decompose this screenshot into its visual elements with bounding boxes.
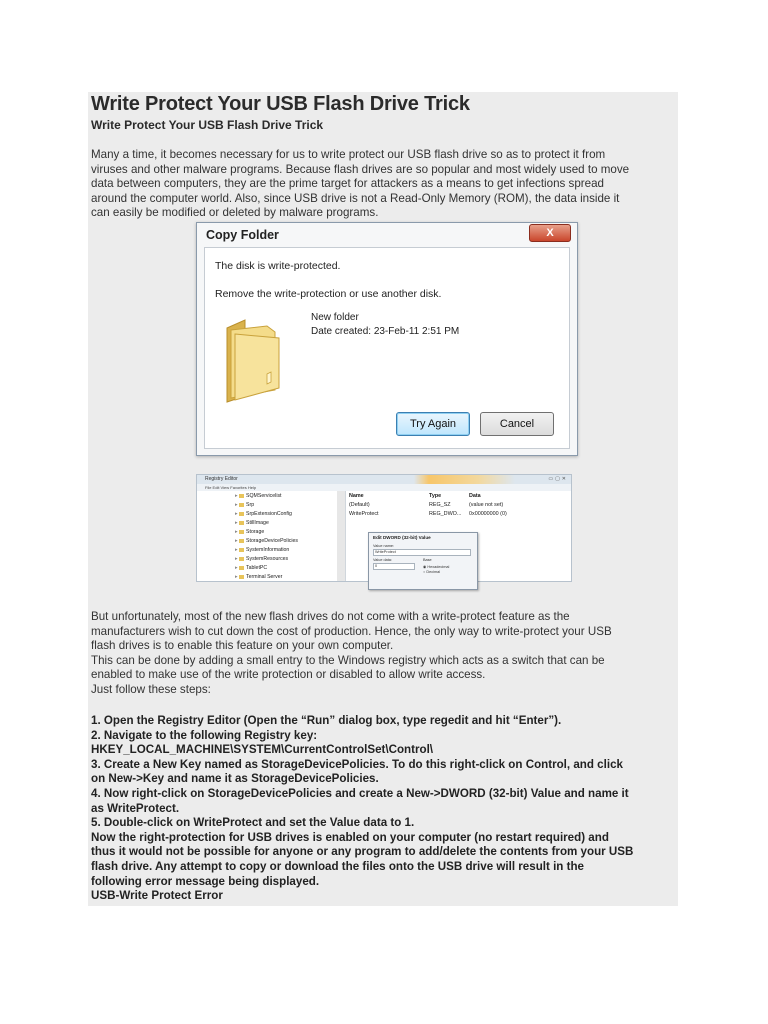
page-title: Write Protect Your USB Flash Drive Trick [91,93,470,115]
body-line: flash drives is to enable this feature on your own computer. [91,639,394,653]
step-line: Now the right-protection for USB drives is enabled on your computer (no restart required) and [91,830,609,844]
registry-tree [197,491,346,581]
dialog-message: The disk is write-protected. [215,260,341,272]
tree-scrollbar[interactable] [337,491,345,581]
folder-icon [239,566,244,570]
body-line: But unfortunately, most of the new flash drives do not come with a write-protect feature as the [91,610,570,623]
page-subtitle: Write Protect Your USB Flash Drive Trick [91,118,324,132]
value-name-field[interactable]: WriteProtect [373,549,471,556]
folder-icon [239,575,244,579]
folder-icon [239,494,244,498]
step-line: 1. Open the Registry Editor (Open the “Run” dialog box, type regedit and hit “Enter”). [91,714,562,727]
value-data-label: Value data: [373,558,392,562]
body-paragraph [91,610,677,698]
intro-line: around the computer world. Also, since USB drive is not a Read-Only Memory (ROM), the data inside it [91,191,620,205]
folder-icon [239,539,244,543]
step-line: 3. Create a New Key named as StorageDevicePolicies. To do this right-click on Control, and click [91,757,623,771]
value-type: REG_DWO... [429,511,462,517]
registry-title: Registry Editor [197,475,571,484]
step-line: 4. Now right-click on StorageDevicePolicies and create a New->DWORD (32-bit) Value and name it [91,786,629,800]
value-name[interactable]: (Default) [349,502,370,508]
registry-menu: File Edit View Favorites Help [197,484,571,491]
decimal-radio[interactable]: ○ Decimal [423,570,441,574]
tree-item[interactable]: ▸ StorageDevicePolicies [235,538,298,544]
step-line: on New->Key and name it as StorageDevicePolicies. [91,772,379,786]
value-name[interactable]: WriteProtect [349,511,379,517]
value-data-field[interactable]: 0 [373,563,415,570]
value-type: REG_SZ [429,502,451,508]
tree-item[interactable]: ▸ SystemInformation [235,547,289,553]
dialog-message: Remove the write-protection or use another disk. [215,288,442,300]
tree-item[interactable]: ▸ SystemResources [235,556,288,562]
cancel-button[interactable]: Cancel [480,412,554,436]
folder-icon [239,512,244,516]
try-again-button[interactable]: Try Again [396,412,470,436]
intro-line: data between computers, they are the prime target for attackers as a means to get infections spread [91,177,604,191]
step-line: flash drive. Any attempt to copy or download the files onto the USB drive will result in the [91,859,585,873]
folder-icon [221,318,283,404]
folder-name: New folder [311,312,359,323]
folder-date: Date created: 23-Feb-11 2:51 PM [311,326,460,337]
intro-paragraph [91,148,677,221]
folder-icon [239,521,244,525]
tree-item[interactable]: ▸ Srp [235,502,254,508]
hex-radio[interactable]: ◉ Hexadecimal [423,565,450,569]
step-line: following error message being displayed. [91,874,320,888]
value-name-label: Value name: [373,544,395,548]
body-line: This can be done by adding a small entry to the Windows registry which acts as a switch that can be [91,653,605,667]
intro-line: Many a time, it becomes necessary for us to write protect our USB flash drive so as to protect it from [91,148,606,161]
intro-line: can easily be modified or deleted by malware programs. [91,206,379,220]
registry-key-path: HKEY_LOCAL_MACHINE\SYSTEM\CurrentControlSet\Control\ [91,743,434,757]
value-data: 0x00000000 (0) [469,511,507,517]
copy-folder-dialog [196,222,578,456]
tree-item[interactable]: ▸ StillImage [235,520,269,526]
tree-item[interactable]: ▸ TabletPC [235,565,267,571]
tree-item[interactable]: ▸ SrpExtensionConfig [235,511,292,517]
value-data: (value not set) [469,502,504,508]
body-line: Just follow these steps: [91,682,211,696]
steps-list [91,714,679,904]
column-header[interactable]: Data [469,493,481,499]
step-line: thus it would not be possible for anyone or any program to add/delete the contents from your USB [91,845,634,859]
folder-icon [239,557,244,561]
tree-item[interactable]: ▸ Terminal Server [235,574,282,580]
step-line: 5. Double-click on WriteProtect and set the Value data to 1. [91,816,415,830]
folder-icon [239,530,244,534]
tree-item[interactable]: ▸ Storage [235,529,264,535]
window-controls-icon: ▭▢✕ [548,476,568,482]
dialog-title: Copy Folder [206,228,279,242]
dialog-content [204,247,570,449]
body-line: manufacturers wish to cut down the cost of production. Hence, the only way to write-protect your USB [91,624,612,638]
edit-dialog-title: Edit DWORD (32-bit) Value [373,535,431,540]
step-line: 2. Navigate to the following Registry key: [91,728,318,742]
edit-dword-dialog [368,532,478,590]
document-page [88,92,678,906]
column-header[interactable]: Name [349,493,364,499]
intro-line: viruses and other malware programs. Because flash drives are so popular and most widely used to move [91,162,630,176]
base-label: Base [423,558,432,562]
folder-icon [239,548,244,552]
close-button[interactable]: X [529,224,571,242]
section-heading: USB-Write Protect Error [91,889,223,903]
folder-icon [239,503,244,507]
tree-item[interactable]: ▸ SQMServicelist [235,493,282,499]
column-header[interactable]: Type [429,493,442,499]
body-line: enabled to make use of the write protection or disabled to allow write access. [91,668,486,682]
step-line: as WriteProtect. [91,801,180,815]
